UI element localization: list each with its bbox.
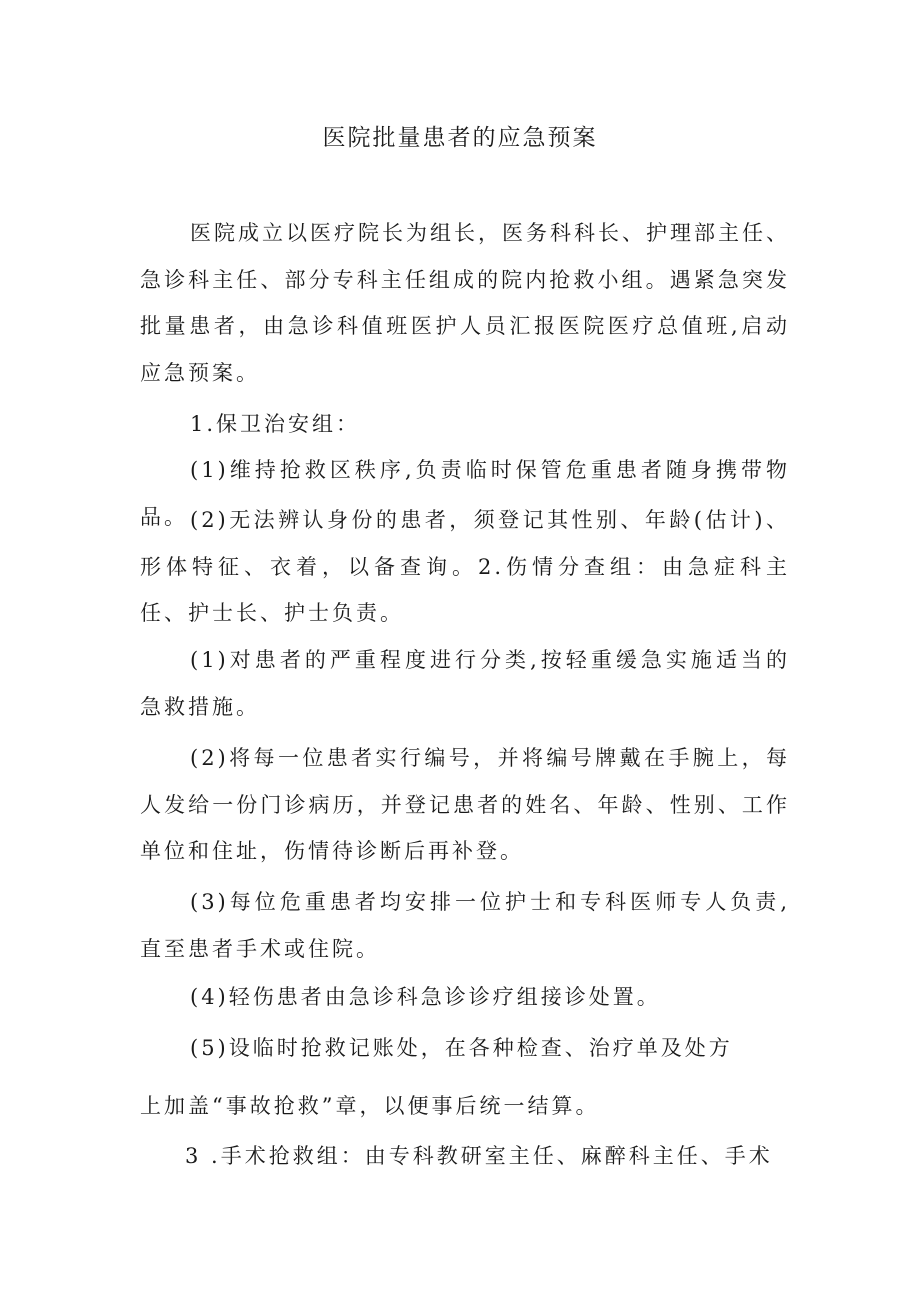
paragraph-surgery-group-heading: 3 .手术抢救组：由专科教研室主任、麻醉科主任、手术 <box>185 1144 773 1168</box>
paragraph-triage-item-2: (2)将每一位患者实行编号，并将编号牌戴在手腕上，每人发给一份门诊病历，并登记患者的姓名、年龄、性别、工作单位和住址，伤情待诊断后再补登。 <box>140 746 790 863</box>
paragraph-triage-item-5: (5)设临时抢救记账处，在各种检查、治疗单及处方 <box>190 1036 733 1060</box>
paragraph-triage-item-1: (1)对患者的严重程度进行分类,按轻重缓急实施适当的急救措施。 <box>140 648 790 719</box>
paragraph-triage-item-3: (3)每位危重患者均安排一位护士和专科医师专人负责,直至患者手术或住院。 <box>140 890 790 961</box>
paragraph-security-item-1: (1)维持抢救区秩序,负责临时保管危重患者随身携带物品。 <box>140 458 790 529</box>
paragraph-security-item-2: (2)无法辨认身份的患者，须登记其性别、年龄(估计)、形体特征、衣着，以备查询。2.伤情分查组：由急症科主任、护士长、护士负责。 <box>140 508 790 625</box>
document-title: 医院批量患者的应急预案 <box>322 125 598 151</box>
paragraph-intro: 医院成立以医疗院长为组长，医务科科长、护理部主任、急诊科主任、部分专科主任组成的院内抢救小组。遇紧急突发批量患者，由急诊科值班医护人员汇报医院医疗总值班,启动应急预案。 <box>140 221 790 385</box>
paragraph-triage-item-5-continued: 上加盖“事故抢救”章，以便事后统一结算。 <box>140 1094 600 1118</box>
paragraph-security-group-heading: 1.保卫治安组： <box>190 412 361 436</box>
paragraph-triage-item-4: (4)轻伤患者由急诊科急诊诊疗组接诊处置。 <box>190 985 661 1009</box>
